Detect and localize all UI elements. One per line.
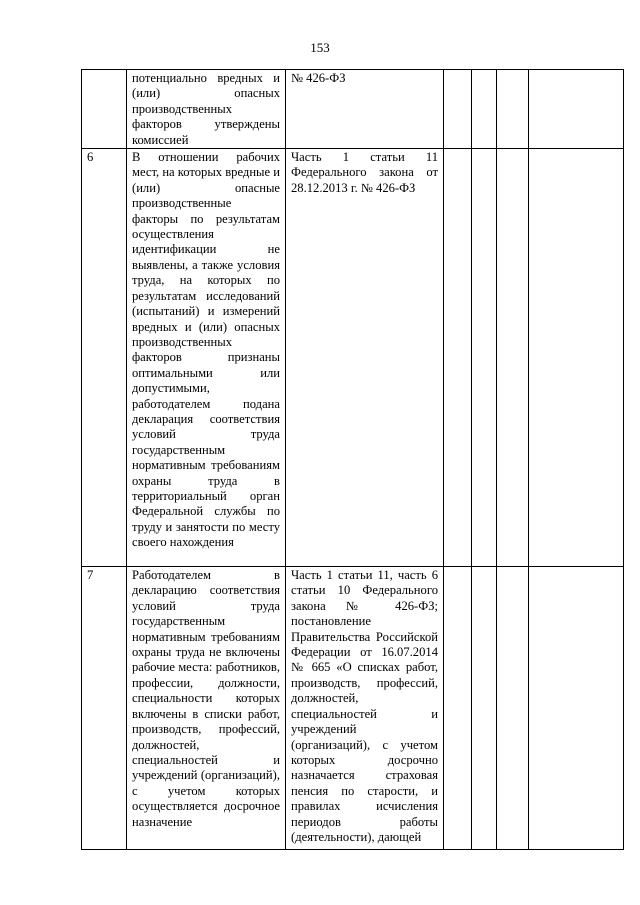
answer-cell-na	[497, 70, 529, 149]
legal-basis-cell: № 426-ФЗ	[286, 70, 444, 149]
notes-cell	[529, 70, 624, 149]
table-row	[82, 149, 624, 567]
row-number: 7	[82, 567, 127, 850]
answer-cell-yes	[444, 149, 472, 567]
answer-cell-yes	[444, 70, 472, 149]
requirement-cell: В отношении рабочих мест, на которых вредные и (или) опасные производственные факторы по результатам осуществления идентификации не выявлены, а также условия труда, на которых по результатам исследований (испытаний) и измерений вредных и (или) опасных производственных факторов признаны оптимальными или допустимыми, работодателем подана декларация соответствия условий труда государственным нормативным требованиям охраны труда в территориальный орган Федеральной службы по труду и занятости по месту своего нахождения	[127, 149, 286, 567]
legal-basis-cell: Часть 1 статьи 11 Федерального закона от 28.12.2013 г. № 426-ФЗ	[286, 149, 444, 567]
answer-cell-na	[497, 567, 529, 850]
table-row	[82, 567, 624, 850]
table-row	[82, 70, 624, 149]
requirement-cell: Работодателем в декларацию соответствия условий труда государственным нормативным требованиям охраны труда не включены рабочие места: работников, профессии, должности, специальности которых включены в списки работ, производств, профессий, должностей, специальностей и учреждений (организаций), с учетом которых осуществляется досрочное назначение	[127, 567, 286, 850]
notes-cell	[529, 149, 624, 567]
notes-cell	[529, 567, 624, 850]
page-number: 153	[310, 40, 330, 55]
requirements-table	[81, 69, 624, 850]
row-number	[82, 70, 127, 149]
requirement-cell: потенциально вредных и (или) опасных производственных факторов утверждены комиссией	[127, 70, 286, 149]
answer-cell-no	[472, 149, 497, 567]
row-number: 6	[82, 149, 127, 567]
legal-basis-cell: Часть 1 статьи 11, часть 6 статьи 10 Федерального закона № 426-ФЗ; постановление Правительства Российской Федерации от 16.07.2014 № 665 «О списках работ, производств, профессий, должностей, специальностей и учреждений (организаций), с учетом которых досрочно назначается страховая пенсия по старости, и правилах исчисления периодов работы (деятельности), дающей	[286, 567, 444, 850]
answer-cell-no	[472, 567, 497, 850]
answer-cell-na	[497, 149, 529, 567]
answer-cell-yes	[444, 567, 472, 850]
answer-cell-no	[472, 70, 497, 149]
